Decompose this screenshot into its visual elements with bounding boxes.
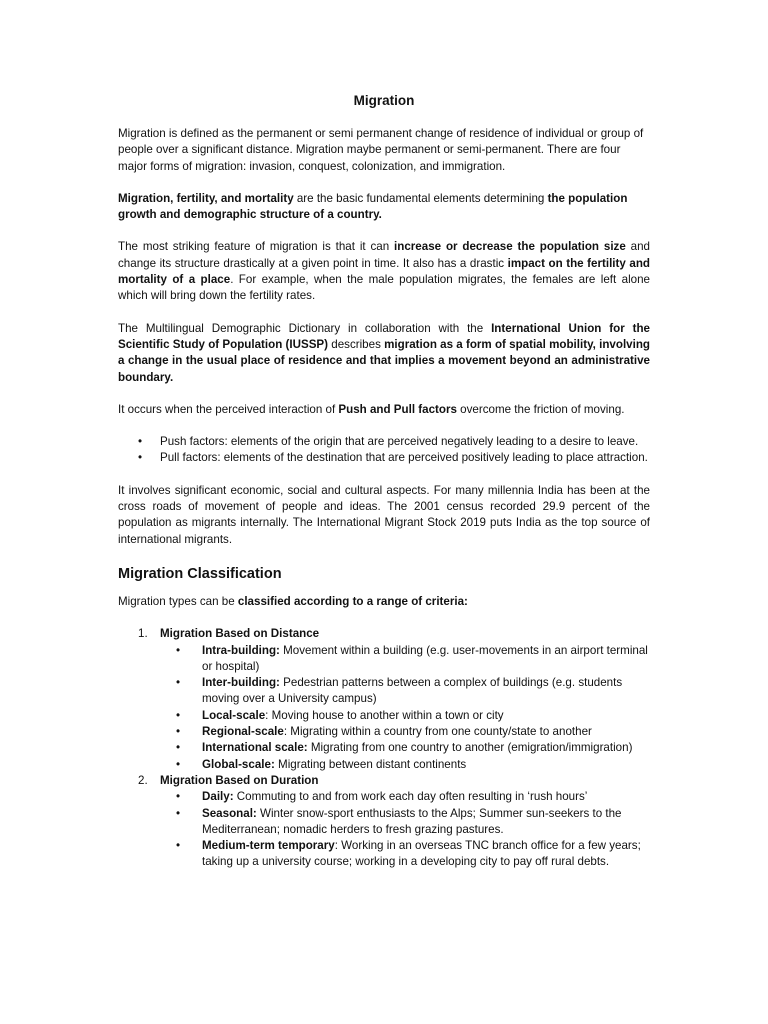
list-item: • Global-scale: Migrating between distant continents <box>160 757 650 773</box>
list-number: 1. <box>138 627 148 641</box>
list-item: • International scale: Migrating from one country to another (emigration/immigration) <box>160 740 650 756</box>
list-item: • Push factors: elements of the origin that are perceived negatively leading to a desire to leave. <box>118 434 650 450</box>
list-item: • Intra-building: Movement within a building (e.g. user-movements in an airport terminal or hospital) <box>160 643 650 676</box>
classification-list <box>118 626 650 870</box>
iussp-paragraph: The Multilingual Demographic Dictionary in collaboration with the International Union for the Scientific Study of Population (IUSSP) describes migration as a form of spatial mobility, involving a change in the usual place of residence and that implies a movement beyond an administrative boundary. <box>118 321 651 384</box>
list-heading: Migration Based on Distance <box>160 627 320 641</box>
list-item: • Daily: Commuting to and from work each day often resulting in ‘rush hours’ <box>160 789 650 805</box>
factors-list <box>118 434 650 467</box>
classification-intro: Migration types can be classified according to a range of criteria: <box>118 594 468 608</box>
list-number: 2. <box>138 773 148 787</box>
page-title: Migration <box>353 93 415 108</box>
list-item: • Medium-term temporary: Working in an overseas TNC branch office for a few years; taking up a university course; working in a developing city to pay off rural debts. <box>160 838 650 871</box>
sub-list <box>160 789 650 870</box>
list-item: • Inter-building: Pedestrian patterns between a complex of buildings (e.g. students moving over a University campus) <box>160 675 650 708</box>
elements-paragraph: Migration, fertility, and mortality are the basic fundamental elements determining the population growth and demographic structure of a country. <box>118 191 628 222</box>
push-pull-paragraph: It occurs when the perceived interaction of Push and Pull factors overcome the friction of moving. <box>118 402 625 416</box>
list-item: • Pull factors: elements of the destination that are perceived positively leading to place attraction. <box>118 450 650 466</box>
india-paragraph: It involves significant economic, social and cultural aspects. For many millennia India has been at the cross roads of movement of people and ideas. The 2001 census recorded 29.9 percent of the population as migrants internally. The International Migrant Stock 2019 puts India as the top source of international migrants. <box>118 483 650 546</box>
list-item: • Local-scale: Moving house to another within a town or city <box>160 708 650 724</box>
sub-list <box>160 643 650 773</box>
intro-paragraph: Migration is defined as the permanent or semi permanent change of residence of individual or group of people over a significant distance. Migration maybe permanent or semi-permanent. There are four major forms of migration: invasion, conquest, colonization, and immigration. <box>118 127 644 173</box>
feature-paragraph: The most striking feature of migration is that it can increase or decrease the population size and change its structure drastically at a given point in time. It also has a drastic impact on the fertility and mortality of a place. For example, when the male population migrates, the females are left alone which will bring down the fertility rates. <box>118 240 650 303</box>
list-item: • Seasonal: Winter snow-sport enthusiasts to the Alps; Summer sun-seekers to the Mediterranean; nomadic herders to fresh grazing pastures. <box>160 806 650 839</box>
list-heading: Migration Based on Duration <box>160 773 319 787</box>
list-item <box>118 773 650 871</box>
section-heading: Migration Classification <box>118 565 282 582</box>
list-item <box>118 626 650 773</box>
list-item: • Regional-scale: Migrating within a country from one county/state to another <box>160 724 650 740</box>
